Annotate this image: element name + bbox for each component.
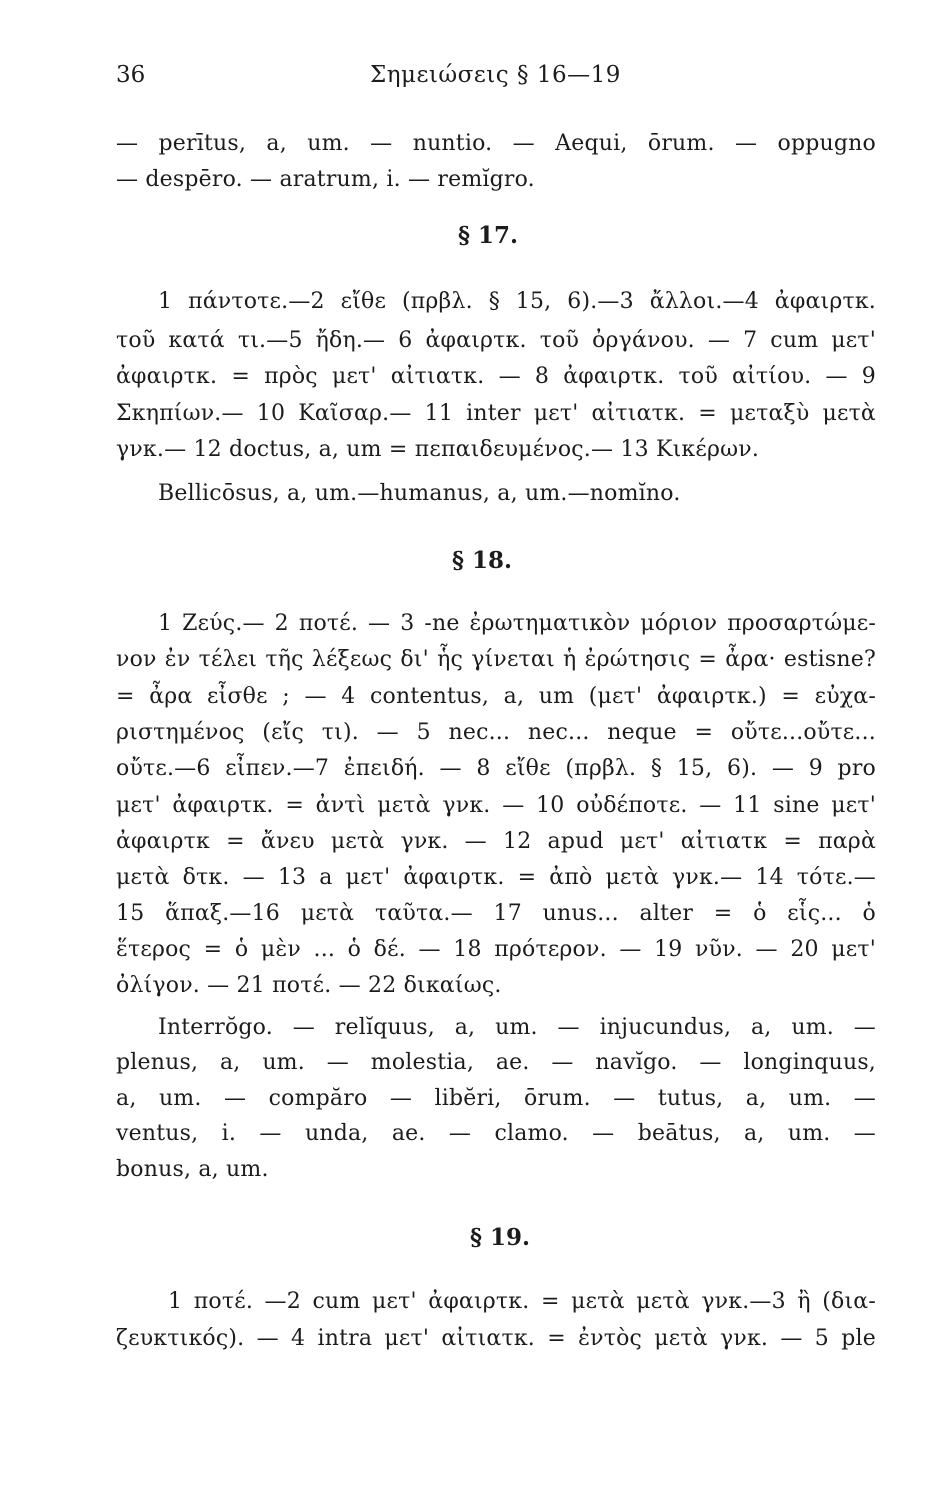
text-line: οὔτε.—6 εἶπεν.—7 ἐπειδή. — 8 εἴθε (πρβλ. § 15, 6). — 9 pro [116, 756, 876, 781]
text-line: 15 ἅπαξ.—16 μετὰ ταῦτα.— 17 unus... alter = ὁ εἷς... ὁ [116, 901, 876, 926]
text-line: 1 Ζεύς.— 2 ποτέ. — 3 -ne ἐρωτηματικὸν μόριον προσαρτώμε- [158, 611, 876, 636]
vocab-line: a, um. — compăro — libĕri, ōrum. — tutus, a, um. — [116, 1086, 876, 1111]
text-line: ὀλίγον. — 21 ποτέ. — 22 δικαίως. [116, 973, 502, 998]
running-title: Σημειώσεις § 16—19 [370, 62, 621, 88]
vocab-line: ventus, i. — unda, ae. — clamo. — beātus, a, um. — [116, 1121, 876, 1146]
text-line: γνκ.— 12 doctus, a, um = πεπαιδευμένος.— 13 Κικέρων. [116, 437, 760, 462]
section-heading-19: § 19. [470, 1224, 531, 1251]
vocab-line: plenus, a, um. — molestia, ae. — navĭgo. — longinquus, [116, 1050, 876, 1075]
page-number: 36 [116, 62, 146, 88]
section-heading-18: § 18. [452, 547, 513, 574]
text-line: τοῦ κατά τι.—5 ἤδη.— 6 ἀφαιρτκ. τοῦ ὀργάνου. — 7 cum μετ' [116, 328, 876, 353]
text-line: 1 ποτέ. —2 cum μετ' ἀφαιρτκ. = μετὰ μετὰ γνκ.—3 ἢ (δια- [168, 1289, 876, 1314]
text-line: — despēro. — aratrum, i. — remĭgro. [116, 167, 535, 192]
vocab-line: bonus, a, um. [116, 1157, 269, 1182]
text-line: 1 πάντοτε.—2 εἴθε (πρβλ. § 15, 6).—3 ἄλλοι.—4 ἀφαιρτκ. [158, 289, 876, 314]
text-line: μετὰ δτκ. — 13 a μετ' ἀφαιρτκ. = ἀπὸ μετὰ γνκ.— 14 τότε.— [116, 865, 876, 890]
page-header [116, 62, 876, 98]
section-heading-17: § 17. [458, 222, 519, 249]
text-line: = ἆρα εἶσθε ; — 4 contentus, a, um (μετ' ἀφαιρτκ.) = εὐχα- [116, 684, 876, 709]
text-line: ἀφαιρτκ = ἄνευ μετὰ γνκ. — 12 apud μετ' αἰτιατκ = παρὰ [116, 829, 876, 854]
text-line: νον ἐν τέλει τῆς λέξεως δι' ἧς γίνεται ἡ ἐρώτησις = ἆρα· estisne? [116, 647, 876, 672]
vocab-line: Bellicōsus, a, um.—humanus, a, um.—nomĭno. [158, 481, 681, 506]
vocab-line: Interrŏgo. — relĭquus, a, um. — injucundus, a, um. — [158, 1015, 876, 1040]
text-line: Σκηπίων.— 10 Καῖσαρ.— 11 inter μετ' αἰτιατκ. = μεταξὺ μετὰ [116, 401, 876, 426]
text-line: — perītus, a, um. — nuntio. — Aequi, ōrum. — oppugno [116, 131, 876, 156]
text-line: ζευκτικός). — 4 intra μετ' αἰτιατκ. = ἐντὸς μετὰ γνκ. — 5 ple [116, 1326, 876, 1351]
text-line: μετ' ἀφαιρτκ. = ἀντὶ μετὰ γνκ. — 10 οὐδέποτε. — 11 sine μετ' [116, 793, 876, 818]
text-line: ριστημένος (εἴς τι). — 5 nec... nec... neque = οὔτε...οὔτε... [116, 720, 876, 745]
text-line: ἀφαιρτκ. = πρὸς μετ' αἰτιατκ. — 8 ἀφαιρτκ. τοῦ αἰτίου. — 9 [116, 364, 876, 389]
text-line: ἕτερος = ὁ μὲν ... ὁ δέ. — 18 πρότερον. — 19 νῦν. — 20 μετ' [116, 937, 876, 962]
